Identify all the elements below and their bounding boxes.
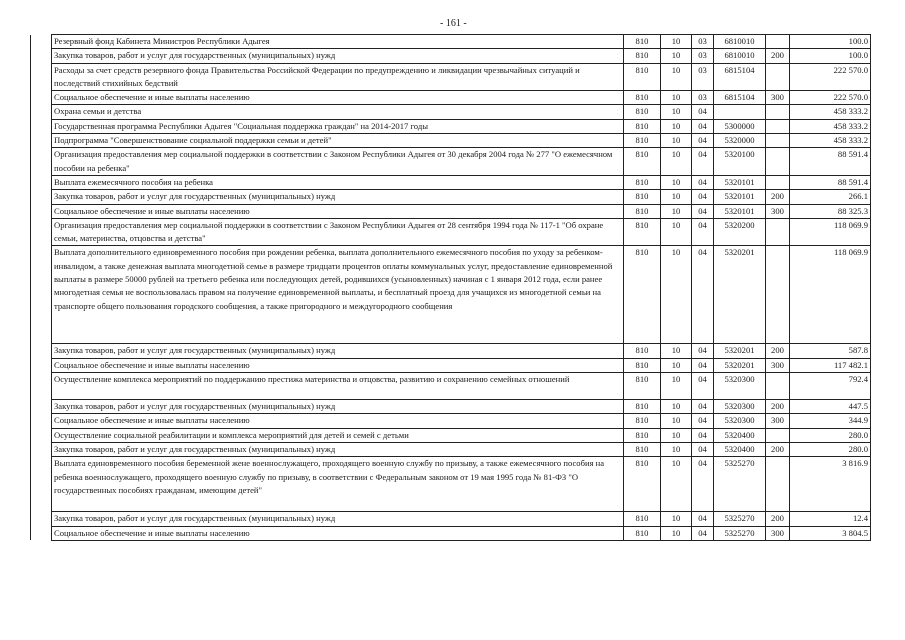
table-row xyxy=(31,400,871,414)
row-margin-cell xyxy=(31,175,52,189)
section-code-cell: 10 xyxy=(661,400,692,414)
section-code-cell: 10 xyxy=(661,175,692,189)
subsection-code-cell: 04 xyxy=(692,512,714,526)
table-row xyxy=(31,105,871,119)
row-margin-cell xyxy=(31,119,52,133)
row-margin-cell xyxy=(31,246,52,344)
amount-cell: 344.9 xyxy=(790,414,871,428)
amount-cell: 100.0 xyxy=(790,49,871,63)
target-article-code-cell: 5320300 xyxy=(714,373,766,400)
expense-type-code-cell: 200 xyxy=(766,344,790,358)
expense-type-code-cell xyxy=(766,457,790,512)
section-code-cell: 10 xyxy=(661,246,692,344)
table-row xyxy=(31,246,871,344)
expense-type-code-cell: 200 xyxy=(766,442,790,456)
subsection-code-cell: 04 xyxy=(692,400,714,414)
row-name-cell: Закупка товаров, работ и услуг для государственных (муниципальных) нужд xyxy=(52,190,624,204)
subsection-code-cell: 04 xyxy=(692,428,714,442)
subsection-code-cell: 04 xyxy=(692,246,714,344)
row-name-cell: Выплата дополнительного единовременного пособия при рождении ребенка, выплата дополнительного ежемесячного пособия по уходу за ребенком-инвалидом, а также денежная выплата многодетной семье в размере тридцати процентов оплаты коммунальных услуг, предоставление единовременной выплаты в размере 50000 рублей на третьего ребенка или последующих детей, родившихся (усыновленных) начиная с 1 января 2012 года, если ранее многодетная семья не воспользовалась правом на получение единовременной выплаты, и бесплатный проезд для учащихся из многодетной семьи на транспорте общего пользования городского сообщения, а также пригородного и междугородного сообщения xyxy=(52,246,624,344)
row-name-cell: Резервный фонд Кабинета Министров Республики Адыгея xyxy=(52,35,624,49)
row-name-cell: Закупка товаров, работ и услуг для государственных (муниципальных) нужд xyxy=(52,442,624,456)
row-margin-cell xyxy=(31,442,52,456)
department-code-cell: 810 xyxy=(624,91,661,105)
section-code-cell: 10 xyxy=(661,134,692,148)
section-code-cell: 10 xyxy=(661,526,692,540)
table-row xyxy=(31,428,871,442)
expense-type-code-cell: 200 xyxy=(766,400,790,414)
amount-cell: 100.0 xyxy=(790,35,871,49)
department-code-cell: 810 xyxy=(624,134,661,148)
section-code-cell: 10 xyxy=(661,457,692,512)
section-code-cell: 10 xyxy=(661,358,692,372)
section-code-cell: 10 xyxy=(661,414,692,428)
subsection-code-cell: 03 xyxy=(692,49,714,63)
section-code-cell: 10 xyxy=(661,148,692,176)
expense-type-code-cell xyxy=(766,246,790,344)
row-margin-cell xyxy=(31,190,52,204)
table-row xyxy=(31,91,871,105)
row-margin-cell xyxy=(31,358,52,372)
department-code-cell: 810 xyxy=(624,457,661,512)
table-row xyxy=(31,526,871,540)
row-name-cell: Закупка товаров, работ и услуг для государственных (муниципальных) нужд xyxy=(52,344,624,358)
expense-type-code-cell: 200 xyxy=(766,512,790,526)
row-margin-cell xyxy=(31,457,52,512)
section-code-cell: 10 xyxy=(661,512,692,526)
department-code-cell: 810 xyxy=(624,35,661,49)
row-margin-cell xyxy=(31,204,52,218)
table-row xyxy=(31,442,871,456)
department-code-cell: 810 xyxy=(624,49,661,63)
subsection-code-cell: 04 xyxy=(692,175,714,189)
row-name-cell: Осуществление социальной реабилитации и комплекса мероприятий для детей и семей с детьми xyxy=(52,428,624,442)
amount-cell: 88 325.3 xyxy=(790,204,871,218)
target-article-code-cell: 6810010 xyxy=(714,35,766,49)
subsection-code-cell: 04 xyxy=(692,358,714,372)
department-code-cell: 810 xyxy=(624,358,661,372)
amount-cell: 447.5 xyxy=(790,400,871,414)
table-row xyxy=(31,148,871,176)
expense-type-code-cell xyxy=(766,373,790,400)
expense-type-code-cell xyxy=(766,428,790,442)
expense-type-code-cell xyxy=(766,175,790,189)
target-article-code-cell xyxy=(714,105,766,119)
row-name-cell: Социальное обеспечение и иные выплаты населению xyxy=(52,91,624,105)
row-name-cell: Осуществление комплекса мероприятий по поддержанию престижа материнства и отцовства, развитию и сохранению семейных отношений xyxy=(52,373,624,400)
amount-cell: 117 482.1 xyxy=(790,358,871,372)
amount-cell: 88 591.4 xyxy=(790,148,871,176)
row-margin-cell xyxy=(31,428,52,442)
expense-type-code-cell: 300 xyxy=(766,414,790,428)
section-code-cell: 10 xyxy=(661,119,692,133)
department-code-cell: 810 xyxy=(624,344,661,358)
target-article-code-cell: 5320400 xyxy=(714,428,766,442)
subsection-code-cell: 04 xyxy=(692,373,714,400)
target-article-code-cell: 5320201 xyxy=(714,246,766,344)
subsection-code-cell: 03 xyxy=(692,63,714,91)
row-name-cell: Расходы за счет средств резервного фонда Правительства Российской Федерации по предупреждению и ликвидации чрезвычайных ситуаций и последствий стихийных бедствий xyxy=(52,63,624,91)
amount-cell: 266.1 xyxy=(790,190,871,204)
department-code-cell: 810 xyxy=(624,512,661,526)
expense-type-code-cell: 300 xyxy=(766,204,790,218)
row-name-cell: Социальное обеспечение и иные выплаты населению xyxy=(52,358,624,372)
section-code-cell: 10 xyxy=(661,373,692,400)
amount-cell: 458 333.2 xyxy=(790,134,871,148)
department-code-cell: 810 xyxy=(624,442,661,456)
table-row xyxy=(31,134,871,148)
amount-cell: 118 069.9 xyxy=(790,246,871,344)
section-code-cell: 10 xyxy=(661,35,692,49)
target-article-code-cell: 5320201 xyxy=(714,344,766,358)
table-row xyxy=(31,512,871,526)
subsection-code-cell: 04 xyxy=(692,218,714,246)
row-margin-cell xyxy=(31,400,52,414)
expense-type-code-cell: 300 xyxy=(766,358,790,372)
amount-cell: 3 816.9 xyxy=(790,457,871,512)
budget-table-body xyxy=(31,35,871,541)
row-margin-cell xyxy=(31,148,52,176)
target-article-code-cell: 5325270 xyxy=(714,526,766,540)
table-row xyxy=(31,175,871,189)
table-row xyxy=(31,414,871,428)
row-name-cell: Охрана семьи и детства xyxy=(52,105,624,119)
expense-type-code-cell: 200 xyxy=(766,190,790,204)
table-row xyxy=(31,344,871,358)
subsection-code-cell: 04 xyxy=(692,134,714,148)
subsection-code-cell: 04 xyxy=(692,442,714,456)
expense-type-code-cell xyxy=(766,119,790,133)
department-code-cell: 810 xyxy=(624,218,661,246)
row-name-cell: Выплата единовременного пособия беременной жене военнослужащего, проходящего военную службу по призыву, а также ежемесячного пособия на ребенка военнослужащего, проходящего военную службу по призыву, в соответствии с Федеральным законом от 19 мая 1995 года № 81-ФЗ "О государственных пособиях гражданам, имеющим детей" xyxy=(52,457,624,512)
row-name-cell: Государственная программа Республики Адыгея "Социальная поддержка граждан" на 2014-2017 годы xyxy=(52,119,624,133)
target-article-code-cell: 5320000 xyxy=(714,134,766,148)
row-margin-cell xyxy=(31,526,52,540)
table-row xyxy=(31,204,871,218)
amount-cell: 280.0 xyxy=(790,428,871,442)
expense-type-code-cell: 300 xyxy=(766,526,790,540)
target-article-code-cell: 5300000 xyxy=(714,119,766,133)
row-margin-cell xyxy=(31,63,52,91)
target-article-code-cell: 5320300 xyxy=(714,414,766,428)
subsection-code-cell: 04 xyxy=(692,414,714,428)
subsection-code-cell: 04 xyxy=(692,204,714,218)
table-row xyxy=(31,358,871,372)
table-row xyxy=(31,119,871,133)
subsection-code-cell: 04 xyxy=(692,526,714,540)
target-article-code-cell: 5320400 xyxy=(714,442,766,456)
amount-cell: 792.4 xyxy=(790,373,871,400)
department-code-cell: 810 xyxy=(624,119,661,133)
row-name-cell: Социальное обеспечение и иные выплаты населению xyxy=(52,204,624,218)
section-code-cell: 10 xyxy=(661,63,692,91)
department-code-cell: 810 xyxy=(624,428,661,442)
department-code-cell: 810 xyxy=(624,175,661,189)
section-code-cell: 10 xyxy=(661,105,692,119)
table-row xyxy=(31,63,871,91)
target-article-code-cell: 5320101 xyxy=(714,175,766,189)
row-name-cell: Закупка товаров, работ и услуг для государственных (муниципальных) нужд xyxy=(52,400,624,414)
section-code-cell: 10 xyxy=(661,428,692,442)
section-code-cell: 10 xyxy=(661,91,692,105)
table-row xyxy=(31,190,871,204)
row-margin-cell xyxy=(31,414,52,428)
table-row xyxy=(31,457,871,512)
budget-table xyxy=(30,34,871,541)
expense-type-code-cell xyxy=(766,134,790,148)
department-code-cell: 810 xyxy=(624,204,661,218)
subsection-code-cell: 03 xyxy=(692,91,714,105)
amount-cell: 458 333.2 xyxy=(790,119,871,133)
subsection-code-cell: 03 xyxy=(692,35,714,49)
subsection-code-cell: 04 xyxy=(692,344,714,358)
department-code-cell: 810 xyxy=(624,414,661,428)
amount-cell: 222 570.0 xyxy=(790,63,871,91)
target-article-code-cell: 5325270 xyxy=(714,457,766,512)
expense-type-code-cell xyxy=(766,148,790,176)
table-row xyxy=(31,49,871,63)
expense-type-code-cell xyxy=(766,218,790,246)
row-margin-cell xyxy=(31,218,52,246)
row-name-cell: Социальное обеспечение и иные выплаты населению xyxy=(52,414,624,428)
subsection-code-cell: 04 xyxy=(692,148,714,176)
section-code-cell: 10 xyxy=(661,190,692,204)
table-row xyxy=(31,373,871,400)
row-margin-cell xyxy=(31,49,52,63)
section-code-cell: 10 xyxy=(661,204,692,218)
amount-cell: 458 333.2 xyxy=(790,105,871,119)
amount-cell: 280.0 xyxy=(790,442,871,456)
department-code-cell: 810 xyxy=(624,148,661,176)
row-name-cell: Закупка товаров, работ и услуг для государственных (муниципальных) нужд xyxy=(52,512,624,526)
row-margin-cell xyxy=(31,134,52,148)
expense-type-code-cell xyxy=(766,63,790,91)
row-margin-cell xyxy=(31,344,52,358)
amount-cell: 118 069.9 xyxy=(790,218,871,246)
subsection-code-cell: 04 xyxy=(692,105,714,119)
amount-cell: 88 591.4 xyxy=(790,175,871,189)
row-margin-cell xyxy=(31,373,52,400)
target-article-code-cell: 5320201 xyxy=(714,358,766,372)
row-name-cell: Организация предоставления мер социальной поддержки в соответствии с Законом Республики Адыгея от 30 декабря 2004 года № 277 "О ежемесячном пособии на ребенка" xyxy=(52,148,624,176)
page-number: - 161 - xyxy=(440,18,467,29)
table-row xyxy=(31,218,871,246)
row-margin-cell xyxy=(31,35,52,49)
row-margin-cell xyxy=(31,91,52,105)
expense-type-code-cell: 200 xyxy=(766,49,790,63)
row-name-cell: Выплата ежемесячного пособия на ребенка xyxy=(52,175,624,189)
expense-type-code-cell: 300 xyxy=(766,91,790,105)
row-name-cell: Социальное обеспечение и иные выплаты населению xyxy=(52,526,624,540)
target-article-code-cell: 5320101 xyxy=(714,190,766,204)
table-row xyxy=(31,35,871,49)
amount-cell: 587.8 xyxy=(790,344,871,358)
department-code-cell: 810 xyxy=(624,246,661,344)
target-article-code-cell: 5320300 xyxy=(714,400,766,414)
target-article-code-cell: 5320200 xyxy=(714,218,766,246)
section-code-cell: 10 xyxy=(661,218,692,246)
subsection-code-cell: 04 xyxy=(692,190,714,204)
row-name-cell: Закупка товаров, работ и услуг для государственных (муниципальных) нужд xyxy=(52,49,624,63)
target-article-code-cell: 6815104 xyxy=(714,91,766,105)
department-code-cell: 810 xyxy=(624,400,661,414)
subsection-code-cell: 04 xyxy=(692,457,714,512)
department-code-cell: 810 xyxy=(624,63,661,91)
subsection-code-cell: 04 xyxy=(692,119,714,133)
target-article-code-cell: 5320101 xyxy=(714,204,766,218)
section-code-cell: 10 xyxy=(661,442,692,456)
department-code-cell: 810 xyxy=(624,373,661,400)
row-name-cell: Подпрограмма "Совершенствование социальной поддержки семьи и детей" xyxy=(52,134,624,148)
row-margin-cell xyxy=(31,105,52,119)
section-code-cell: 10 xyxy=(661,344,692,358)
expense-type-code-cell xyxy=(766,35,790,49)
target-article-code-cell: 5325270 xyxy=(714,512,766,526)
department-code-cell: 810 xyxy=(624,190,661,204)
row-name-cell: Организация предоставления мер социальной поддержки в соответствии с Законом Республики Адыгея от 28 сентября 1994 года № 117-1 "Об охране семьи, материнства, отцовства и детства" xyxy=(52,218,624,246)
department-code-cell: 810 xyxy=(624,526,661,540)
amount-cell: 222 570.0 xyxy=(790,91,871,105)
target-article-code-cell: 6815104 xyxy=(714,63,766,91)
row-margin-cell xyxy=(31,512,52,526)
amount-cell: 12.4 xyxy=(790,512,871,526)
expense-type-code-cell xyxy=(766,105,790,119)
target-article-code-cell: 6810010 xyxy=(714,49,766,63)
amount-cell: 3 804.5 xyxy=(790,526,871,540)
target-article-code-cell: 5320100 xyxy=(714,148,766,176)
section-code-cell: 10 xyxy=(661,49,692,63)
department-code-cell: 810 xyxy=(624,105,661,119)
